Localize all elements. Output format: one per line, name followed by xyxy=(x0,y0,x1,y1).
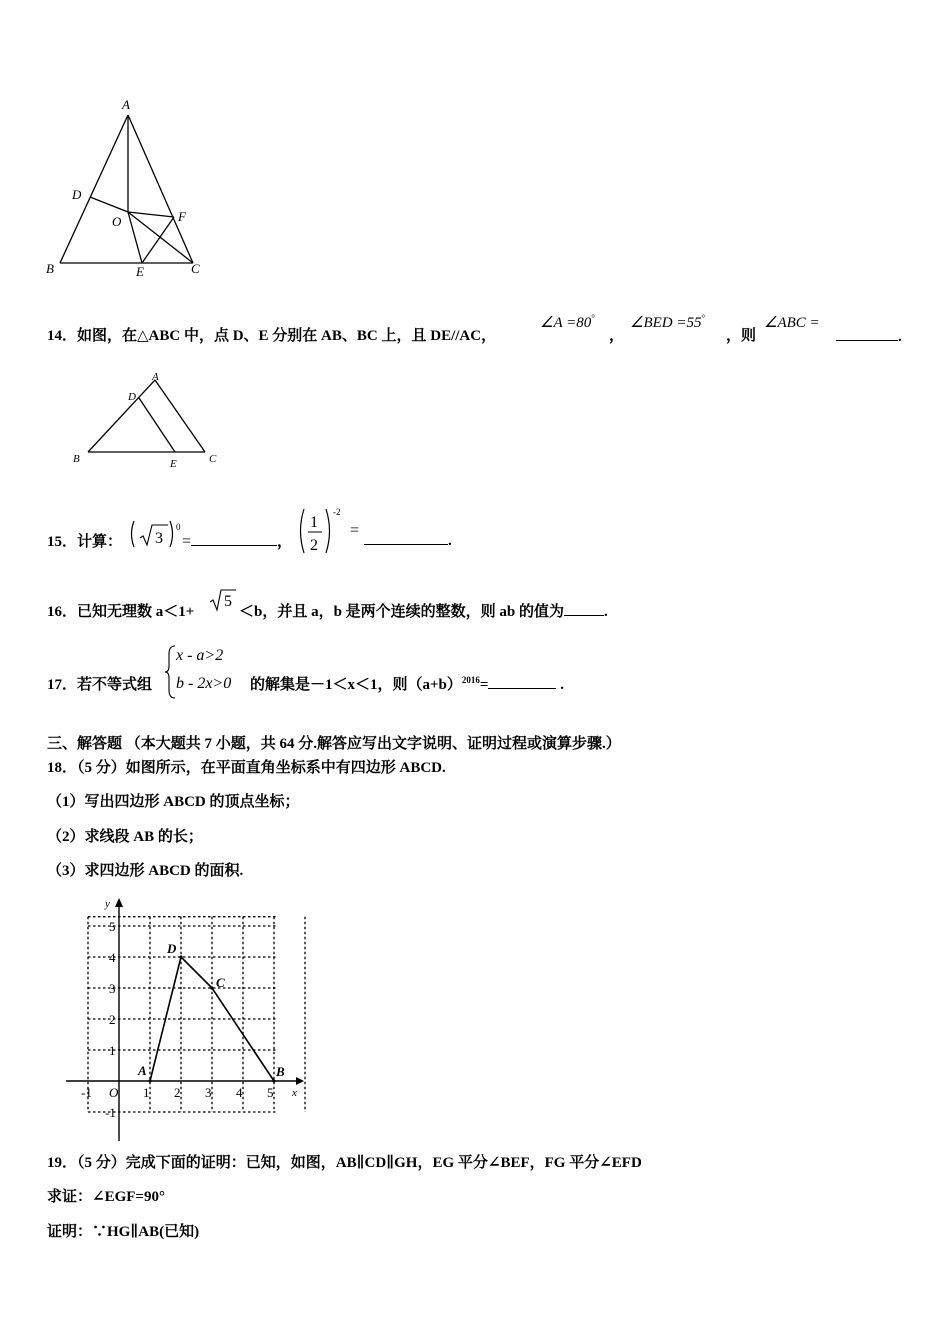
triangle-figure-13 xyxy=(40,95,220,285)
x-axis-label: x xyxy=(292,1087,297,1099)
q16-answer-blank[interactable] xyxy=(564,601,604,616)
q15-eq2: = xyxy=(350,522,360,539)
fig13-label-c: C xyxy=(191,261,200,276)
q14-sep: ， xyxy=(609,328,625,344)
q16-radicand: 5 xyxy=(224,593,232,610)
fig13-line-do xyxy=(90,197,128,212)
q18-part-2: （2）求线段 AB 的长； xyxy=(47,829,203,845)
q14-text: 如图，在△ABC 中，点 D、E 分别在 AB、BC 上，且 DE//AC， xyxy=(77,328,497,344)
q16-sqrt5 xyxy=(208,588,238,614)
point-d xyxy=(179,955,182,958)
fig13-line-ab xyxy=(60,115,128,263)
fig13-label-f: F xyxy=(178,209,186,224)
q18-part-1: （1）写出四边形 ABCD 的顶点坐标； xyxy=(47,794,300,810)
q17-exponent: 2016 xyxy=(461,675,480,685)
point-label-d: D xyxy=(167,941,177,956)
point-c xyxy=(210,986,213,989)
x-tick-label: 2 xyxy=(174,1085,181,1100)
x-tick-label: 5 xyxy=(267,1085,274,1100)
q15-numerator: 1 xyxy=(310,514,318,531)
y-tick-label: 5 xyxy=(109,919,116,934)
q16-text-2: ＜b，并且 a，b 是两个连续的整数，则 ab 的值为 . xyxy=(239,600,608,621)
y-tick-label: 3 xyxy=(109,981,116,996)
y-axis-arrow xyxy=(115,898,123,907)
q19-proof-start: 证明：∵HG∥AB(已知) xyxy=(47,1224,200,1240)
fig14-line-ac xyxy=(155,380,205,452)
q17-text-1: 若不等式组 xyxy=(77,677,153,693)
q14-angle-a: ∠A =80° xyxy=(540,313,595,331)
fig14-label-e: E xyxy=(170,458,177,470)
q17-number: 17． xyxy=(47,677,78,693)
fig14-line-de xyxy=(139,398,175,452)
question-17 xyxy=(47,673,152,694)
q15-number: 15． xyxy=(47,534,78,550)
q16-text-1: 已知无理数 a＜1+ xyxy=(77,604,195,620)
q17-text-2: 的解集是－1＜x＜1，则$(a+b)^{2016}=$ . xyxy=(250,675,564,693)
q14-angle-bed: ∠BED =55° xyxy=(630,313,706,331)
fig14-line-ab xyxy=(88,380,155,452)
y-tick-label: 4 xyxy=(109,950,116,965)
fig13-line-of xyxy=(128,212,174,217)
q18-part-3: （3）求四边形 ABCD 的面积. xyxy=(47,863,244,879)
fig13-line-oe xyxy=(128,212,142,263)
q15-sqrt3-radicand: 3 xyxy=(155,530,163,547)
segment-dc xyxy=(181,957,212,988)
fig13-line-ef xyxy=(142,217,174,263)
fig13-label-e: E xyxy=(136,264,144,279)
point-label-a: A xyxy=(138,1063,147,1078)
section-3-title: 三、解答题 （本大题共 7 小题，共 64 分.解答应写出文字说明、证明过程或演算步骤.） xyxy=(47,736,621,752)
coordinate-grid-chart xyxy=(60,893,310,1143)
question-18-stem: 18．（5 分）如图所示，在平面直角坐标系中有四边形 ABCD. xyxy=(47,760,446,776)
x-tick-label: O xyxy=(109,1085,119,1100)
q15-denominator: 2 xyxy=(310,537,318,554)
q14-number: 14． xyxy=(47,328,78,344)
q17-inequality-2: b - 2x>0 xyxy=(176,675,232,692)
fig13-label-d: D xyxy=(72,187,82,202)
point-a xyxy=(148,1079,151,1082)
q15-text: 计算： xyxy=(77,534,123,550)
y-tick-label: 1 xyxy=(109,1043,116,1058)
q15-blank-1[interactable]: = ， xyxy=(182,533,293,550)
q17-answer-blank[interactable] xyxy=(488,674,556,689)
question-14 xyxy=(47,324,496,345)
question-19-stem: 19．（5 分）完成下面的证明：已知，如图，AB∥CD∥GH，EG 平分∠BEF，FG 平分∠EFD xyxy=(47,1155,642,1171)
q17-inequality-1: x - a>2 xyxy=(176,647,224,664)
q15-exp0: 0 xyxy=(176,522,181,532)
fig13-line-ac xyxy=(128,115,193,263)
fig13-label-o: O xyxy=(112,214,122,229)
fig14-label-b: B xyxy=(73,453,80,465)
y-tick-label: 2 xyxy=(109,1012,116,1027)
fig13-label-a: A xyxy=(122,97,130,112)
q14-angle-abc: ∠ABC = xyxy=(764,315,820,331)
fig13-label-b: B xyxy=(46,261,54,276)
q16-number: 16． xyxy=(47,604,78,620)
q14-answer-blank[interactable]: . xyxy=(836,326,902,346)
x-tick-label: -1 xyxy=(81,1085,92,1100)
fig14-label-a: A xyxy=(152,371,159,383)
q15-sqrt3-power xyxy=(128,518,188,552)
point-label-b: B xyxy=(276,1064,285,1079)
q19-prove: 求证：∠EGF=90° xyxy=(47,1189,165,1205)
y-tick-label: -1 xyxy=(105,1105,116,1120)
q15-blank-2[interactable]: . xyxy=(364,530,452,550)
q15-half-power xyxy=(296,505,352,559)
x-tick-label: 3 xyxy=(205,1085,212,1100)
fig14-label-d: D xyxy=(128,391,136,403)
y-axis-label: y xyxy=(105,898,110,910)
point-label-c: C xyxy=(216,975,225,990)
x-tick-label: 4 xyxy=(236,1085,243,1100)
triangle-figure-14 xyxy=(70,368,230,472)
x-axis-arrow xyxy=(296,1077,304,1085)
point-b xyxy=(272,1079,275,1082)
question-16 xyxy=(47,600,194,621)
q14-then: ，则 xyxy=(726,328,757,344)
x-tick-label: 1 xyxy=(143,1085,150,1100)
question-15 xyxy=(47,530,122,551)
q15-exp-neg2: -2 xyxy=(333,507,341,517)
fig14-label-c: C xyxy=(209,453,217,465)
